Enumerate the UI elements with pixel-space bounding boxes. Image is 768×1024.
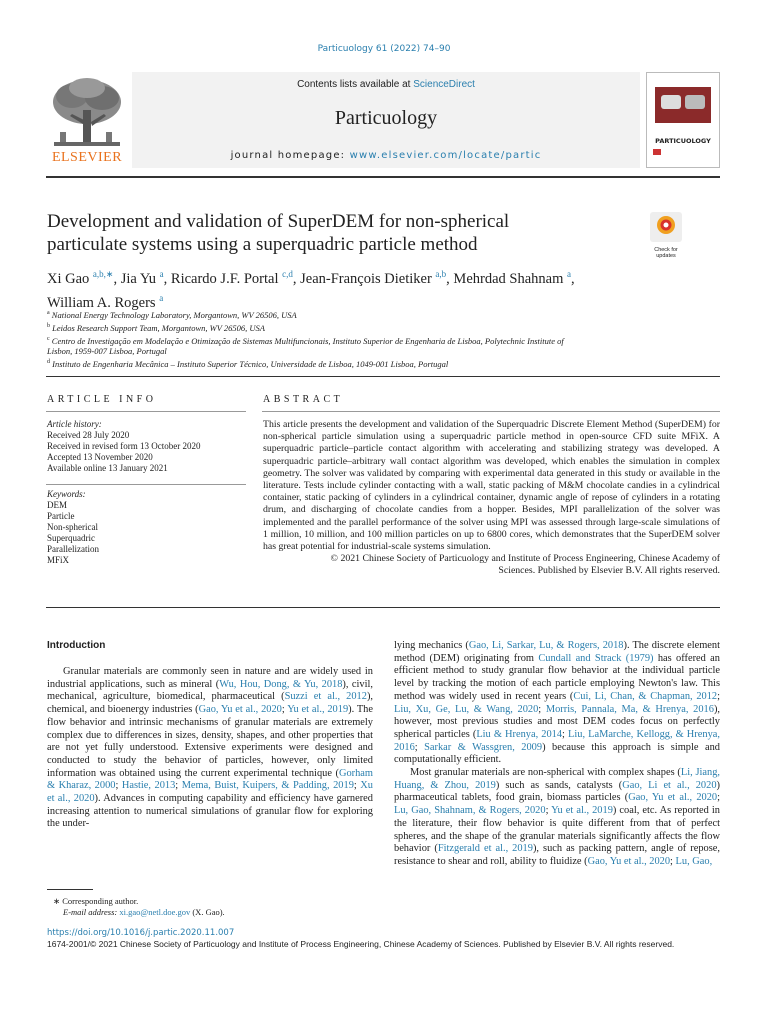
keyword: Superquadric — [47, 533, 95, 543]
footnote-mark: ∗ — [53, 896, 61, 906]
sciencedirect-link[interactable]: ScienceDirect — [413, 79, 475, 90]
abstract-heading: ABSTRACT — [263, 394, 344, 405]
article-info-rule — [46, 411, 246, 412]
check-updates-icon — [646, 212, 686, 242]
abstract-copyright-line: © 2021 Chinese Society of Particuology and Institute of Process Engineering, Chinese Academy of — [330, 553, 720, 565]
cover-image-detail — [685, 95, 705, 109]
citation-link[interactable]: Suzzi et al., 2012 — [284, 691, 367, 703]
paragraph-text: ) pharmaceutical tablets, food grain, biomass particles ( — [394, 779, 720, 804]
citation-link[interactable]: Yu et al., 2019 — [287, 704, 349, 716]
issn-copyright-line: 1674-2001/© 2021 Chinese Society of Particuology and Institute of Process Engineering, Chinese Academy of Sciences. Published by Elsevier B.V. All rights reserved. — [47, 939, 675, 949]
paragraph-text: ), such as packing pattern, angle of repose, resistance to shear and roll, ability to fluidize ( — [394, 843, 720, 867]
paragraph-text: ; — [281, 704, 288, 716]
paragraph-text: Most granular materials are non-spherical with complex shapes ( — [410, 767, 681, 779]
citation-link[interactable]: Liu, LaMarche, Kellogg, & Hrenya, 2016 — [394, 728, 720, 753]
publisher-wordmark: ELSEVIER — [51, 150, 123, 165]
cover-image-detail — [661, 95, 681, 109]
article-info-heading: ARTICLE INFO — [47, 394, 157, 405]
keywords-rule — [46, 484, 246, 485]
journal-name: Particuology — [334, 107, 438, 129]
citation-link[interactable]: Li, Jiang, Huang, & Zhou, 2019 — [394, 767, 720, 791]
citation-link[interactable]: Gao, Li et al., 2020 — [622, 779, 717, 791]
author-name[interactable]: Jia Yu — [120, 270, 157, 287]
author-separator: , — [163, 270, 171, 287]
corresponding-author-text: Corresponding author. — [62, 896, 139, 906]
affiliation — [47, 346, 677, 357]
author-affiliation-marker[interactable]: a — [159, 269, 164, 279]
history-item: Available online 13 January 2021 — [47, 463, 168, 473]
keyword: MFiX — [47, 555, 70, 565]
paragraph-text: lying mechanics ( — [394, 640, 469, 651]
citation-link[interactable]: Liu & Hrenya, 2014 — [476, 728, 563, 740]
citation-link[interactable]: Hastie, 2013 — [121, 780, 176, 792]
journal-homepage-line — [132, 150, 640, 161]
homepage-link[interactable]: www.elsevier.com/locate/partic — [349, 150, 542, 161]
paragraph-text: ) coal, etc. As reported in the literature, their flow behavior is quite different from that of perfect spheres, and the shape of the granular materials significantly affects the flow behavior ( — [394, 805, 720, 855]
paragraph-text: has offered an efficient method to study granular flow behavior at the individual particle level by tracking the motion of each particle employing Newton's law. This method was widely used in recent years ( — [394, 652, 720, 702]
citation-link[interactable]: Cundall and Strack (1979) — [538, 652, 654, 664]
affiliation-text: Leidos Research Support Team, Morgantown, WV 26506, USA — [52, 322, 265, 333]
author-name[interactable]: William A. Rogers — [47, 294, 156, 311]
title-line: Development and validation of SuperDEM for non-spherical — [47, 211, 510, 232]
section-rule — [46, 376, 720, 377]
paragraph-text: ), however, most previous studies and most DEM codes focus on perfectly spherical particles ( — [394, 703, 720, 740]
paragraph-text: ; — [545, 805, 552, 817]
citation-link[interactable]: Yu et al., 2019 — [551, 805, 613, 817]
abstract-body — [263, 419, 720, 578]
keywords-label: Keywords: — [47, 489, 86, 499]
email-suffix: (X. Gao). — [190, 907, 225, 917]
paragraph-text: ; — [717, 690, 720, 702]
paragraph-text: ; — [175, 780, 182, 792]
author-affiliation-marker[interactable]: a,b,∗ — [92, 269, 114, 279]
paragraph-text: ; — [353, 780, 361, 792]
citation-link[interactable]: Gao, Yu et al., 2020 — [198, 704, 282, 716]
affiliation — [47, 334, 677, 347]
citation-link[interactable]: Fitzgerald et al., 2019 — [437, 843, 533, 855]
email-label: E-mail address: — [63, 907, 120, 917]
abstract-copyright-line: Sciences. Published by Elsevier B.V. All rights reserved. — [498, 565, 720, 577]
email-note — [47, 907, 367, 918]
paragraph-text: ; — [115, 780, 122, 792]
citation-link[interactable]: Lu, Gao, — [675, 855, 713, 867]
citation-link[interactable]: Sarkar & Wassgren, 2009 — [424, 741, 543, 753]
affiliation — [47, 308, 677, 321]
contents-prefix: Contents lists available at — [297, 79, 414, 90]
history-label: Article history: — [47, 419, 102, 429]
paragraph-text: ; — [670, 855, 676, 867]
cover-flag — [653, 149, 661, 155]
intro-paragraph — [47, 666, 373, 831]
title-line: particulate systems using a superquadric particle method — [47, 234, 478, 255]
footnote — [47, 896, 367, 918]
article-history — [47, 419, 247, 474]
paragraph-text: ) because this approach is simple and computationally efficient. — [394, 741, 720, 766]
citation-link[interactable]: Morris, Pannala, Ma, & Hrenya, 2016 — [545, 703, 714, 715]
corresponding-author-note — [47, 896, 367, 907]
history-item: Received 28 July 2020 — [47, 430, 130, 440]
author-list — [47, 265, 687, 313]
citation-link[interactable]: Mema, Buist, Kuipers, & Padding, 2019 — [181, 780, 354, 792]
check-updates-label: Check for updates — [654, 247, 678, 259]
footnote-rule — [47, 889, 93, 890]
affiliation-marker: a — [47, 310, 50, 316]
citation-link[interactable]: Gao, Yu et al., 2020 — [587, 855, 671, 867]
contents-line — [132, 79, 640, 90]
citation-link[interactable]: Xu et al., 2020 — [47, 780, 373, 805]
author-separator: , — [570, 270, 575, 287]
paragraph-text: ; — [414, 741, 425, 753]
paragraph-text: ). The discrete element method (DEM) originating from — [394, 640, 720, 664]
author-name[interactable]: Ricardo J.F. Portal — [170, 270, 279, 287]
paragraph-text: ; — [538, 703, 546, 715]
paragraph-text: ), civil, mechanical, agriculture, biomedical, pharmaceutical ( — [47, 678, 373, 703]
citation-link[interactable]: Wu, Hou, Dong, & Yu, 2018 — [219, 678, 343, 690]
header-rule — [46, 176, 720, 178]
introduction-heading: Introduction — [47, 640, 106, 651]
author-separator: , — [446, 270, 454, 287]
journal-cover-thumbnail[interactable] — [646, 72, 720, 168]
author-affiliation-marker[interactable]: a — [566, 269, 571, 279]
keyword: Parallelization — [47, 544, 99, 554]
abstract-rule — [262, 411, 720, 412]
affiliation-text: Instituto de Engenharia Mecânica – Instituto Superior Técnico, Universidade de Lisboa, 1049-001 Lisboa, Portugal — [52, 359, 449, 370]
author-separator: , — [292, 270, 301, 287]
affiliation — [47, 321, 677, 334]
intro-paragraph — [394, 767, 720, 869]
affiliation-marker: b — [47, 322, 50, 329]
citation-link[interactable]: Gao, Li, Sarkar, Lu, & Rogers, 2018 — [468, 640, 624, 651]
abstract-text: This article presents the development and validation of the Superquadric Discrete Element Method (SuperDEM) for non-spherical particle simulation using a superquadric particle method in open-source CFD suite MFiX. A superquadric particle–particle contact algorithm with accelerating and stabilizing strategy was developed. A superquadric particle–arbitrary wall contact algorithm was developed, which enables the simulation in complex geometry. The solver was validated by comparing with experimental data generated in this study or available in the literature. Tests include cylinder contacting with a wall, static packing of M&M chocolate candies in a cylindrical container, static packing of cylinders in a cylindrical container, dynamic angle of repose of cylinders in a rotating drum, and discharging of chocolate candies from a hopper. Besides, MPI parallelization of the solver was implemented and the parallel performance of the solver using MPI was assessed through large-scale simulations of 1 million, 10 million, and 100 million particles on up to 6800 cores, which demonstrates that the SuperDEM solver has great potential for industrial-scale systems simulation. — [263, 419, 720, 553]
author-separator: , — [113, 270, 121, 287]
check-for-updates-button[interactable] — [646, 212, 686, 259]
affiliation — [47, 357, 677, 370]
journal-reference[interactable]: Particuology 61 (2022) 74–90 — [317, 44, 451, 54]
author-name[interactable]: Jean-François Dietiker — [300, 270, 432, 287]
cover-title: PARTICUOLOGY — [655, 137, 711, 145]
affiliation-list — [47, 308, 677, 370]
keywords-list — [47, 489, 247, 566]
author-affiliation-marker[interactable]: a — [159, 292, 164, 303]
article-title — [47, 210, 627, 256]
email-link[interactable]: xi.gao@netl.doe.gov — [119, 907, 191, 917]
affiliation-text: Lisbon, 1959-007 Lisboa, Portugal — [47, 346, 167, 357]
citation-link[interactable]: Lu, Gao, Shahnam, & Rogers, 2020 — [394, 805, 546, 817]
citation-link[interactable]: Liu, Xu, Ge, Lu, & Wang, 2020 — [394, 703, 539, 715]
citation-link[interactable]: Gao, Yu et al., 2020 — [628, 792, 718, 804]
paragraph-text: ). Advances in computing capability and efficiency have garnered increasing attention to numerical simulations of granular flow for exploring the under- — [47, 793, 373, 830]
doi-link[interactable]: https://doi.org/10.1016/j.partic.2020.11.007 — [47, 928, 235, 938]
paragraph-text: ), chemical, and bioenergy industries ( — [47, 691, 373, 716]
affiliation-marker: c — [47, 335, 50, 342]
front-matter-end-rule — [46, 607, 720, 608]
homepage-prefix: journal homepage: — [230, 150, 350, 161]
keyword: DEM — [47, 500, 67, 510]
keyword: Non-spherical — [47, 522, 98, 532]
affiliation-marker: d — [47, 359, 50, 366]
affiliation-text: National Energy Technology Laboratory, Morgantown, WV 26506, USA — [51, 309, 297, 320]
paragraph-text: ) such as sands, catalysts ( — [495, 779, 623, 791]
right-column — [394, 640, 720, 869]
author-affiliation-marker[interactable]: a,b — [435, 269, 447, 279]
citation-link[interactable]: Gorham & Kharaz, 2000 — [47, 767, 373, 792]
paragraph-text: ; — [717, 792, 720, 804]
keyword: Particle — [47, 511, 75, 521]
history-item: Received in revised form 13 October 2020 — [47, 441, 201, 451]
citation-link[interactable]: Cui, Li, Chan, & Chapman, 2012 — [573, 690, 718, 702]
intro-paragraph — [394, 640, 720, 767]
author-name[interactable]: Mehrdad Shahnam — [453, 270, 564, 287]
author-affiliation-marker[interactable]: c,d — [282, 269, 293, 279]
affiliation-text: Centro de Investigação em Modelação e Otimização de Sistemas Multifuncionais, Instituto Superior de Engenharia de Lisboa, Polytechnic Institute of — [51, 335, 564, 346]
paragraph-text: Granular materials are commonly seen in nature and are widely used in industrial applications, such as mineral ( — [47, 666, 373, 690]
left-column — [47, 666, 373, 831]
author-name[interactable]: Xi Gao — [47, 270, 90, 287]
paragraph-text: ). The flow behavior and intrinsic mechanisms of granular materials are extremely complex due to differences in sizes, density, shapes, and other properties that are not yet fully understood. Extensive experiments were designed and conducted to study the behavior of particles, however, only limited information was obtained using the current experimental technique ( — [47, 704, 373, 779]
paragraph-text: ; — [562, 728, 569, 740]
history-item: Accepted 13 November 2020 — [47, 452, 153, 462]
